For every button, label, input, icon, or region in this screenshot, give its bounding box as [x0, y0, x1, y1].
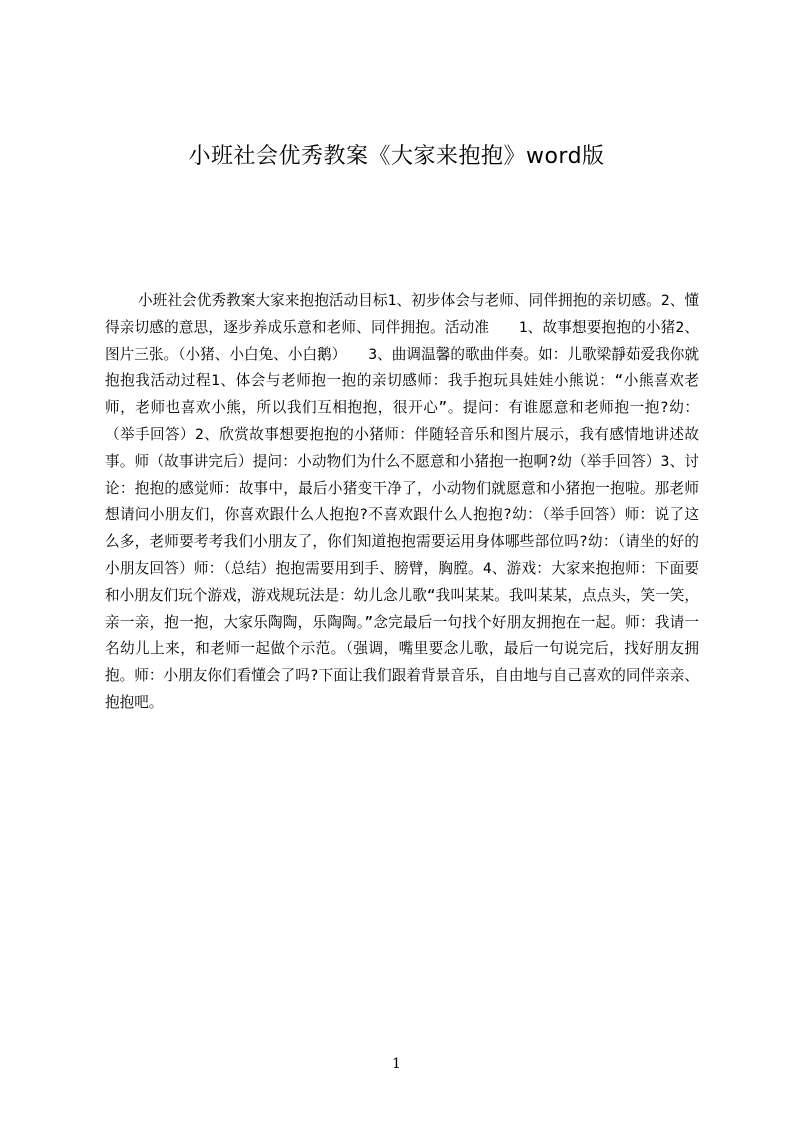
- document-title: 小班社会优秀教案《大家来抱抱》word版: [188, 144, 605, 169]
- page-number: 1: [392, 1056, 401, 1072]
- document-body-paragraph: 小班社会优秀教案大家来抱抱活动目标1、初步体会与老师、同伴拥抱的亲切感。2、懂得亲切感的意思，逐步养成乐意和老师、同伴拥抱。活动准 1、故事想要抱抱的小猪2、图片三张。（小猪、小白兔、小白鹅） 3、曲调温馨的歌曲伴奏。如：儿歌梁靜茹爱我你就抱抱我活动过程1、体会与老师抱一抱的亲切感师：我手抱玩具娃娃小熊说：“小熊喜欢老师，老师也喜欢小熊，所以我们互相抱抱，很开心”。提问：有谁愿意和老师抱一抱?幼：（举手回答）2、欣赏故事想要抱抱的小猪师：伴随轻音乐和图片展示，我有感情地讲述故事。师（故事讲完后）提问：小动物们为什么不愿意和小猪抱一抱啊?幼（举手回答）3、讨论：抱抱的感觉师：故事中，最后小猪变干净了，小动物们就愿意和小猪抱一抱啦。那老师想请问小朋友们，你喜欢跟什么人抱抱?不喜欢跟什么人抱抱?幼：（举手回答）师：说了这么多，老师要考考我们小朋友了，你们知道抱抱需要运用身体哪些部位吗?幼：（请坐的好的小朋友回答）师：（总结）抱抱需要用到手、膀臂，胸膛。4、游戏：大家来抱抱师：下面要和小朋友们玩个游戏，游戏规玩法是：幼儿念儿歌“我叫某某。我叫某某，点点头，笑一笑，亲一亲，抱一抱，大家乐陶陶，乐陶陶。”念完最后一句找个好朋友拥抱在一起。师：我请一名幼儿上来，和老师一起做个示范。（强调，嘴里要念儿歌，最后一句说完后，找好朋友拥抱。师：小朋友你们看懂会了吗?下面让我们跟着背景音乐，自由地与自己喜欢的同伴亲亲、抱抱吧。: [105, 292, 699, 711]
